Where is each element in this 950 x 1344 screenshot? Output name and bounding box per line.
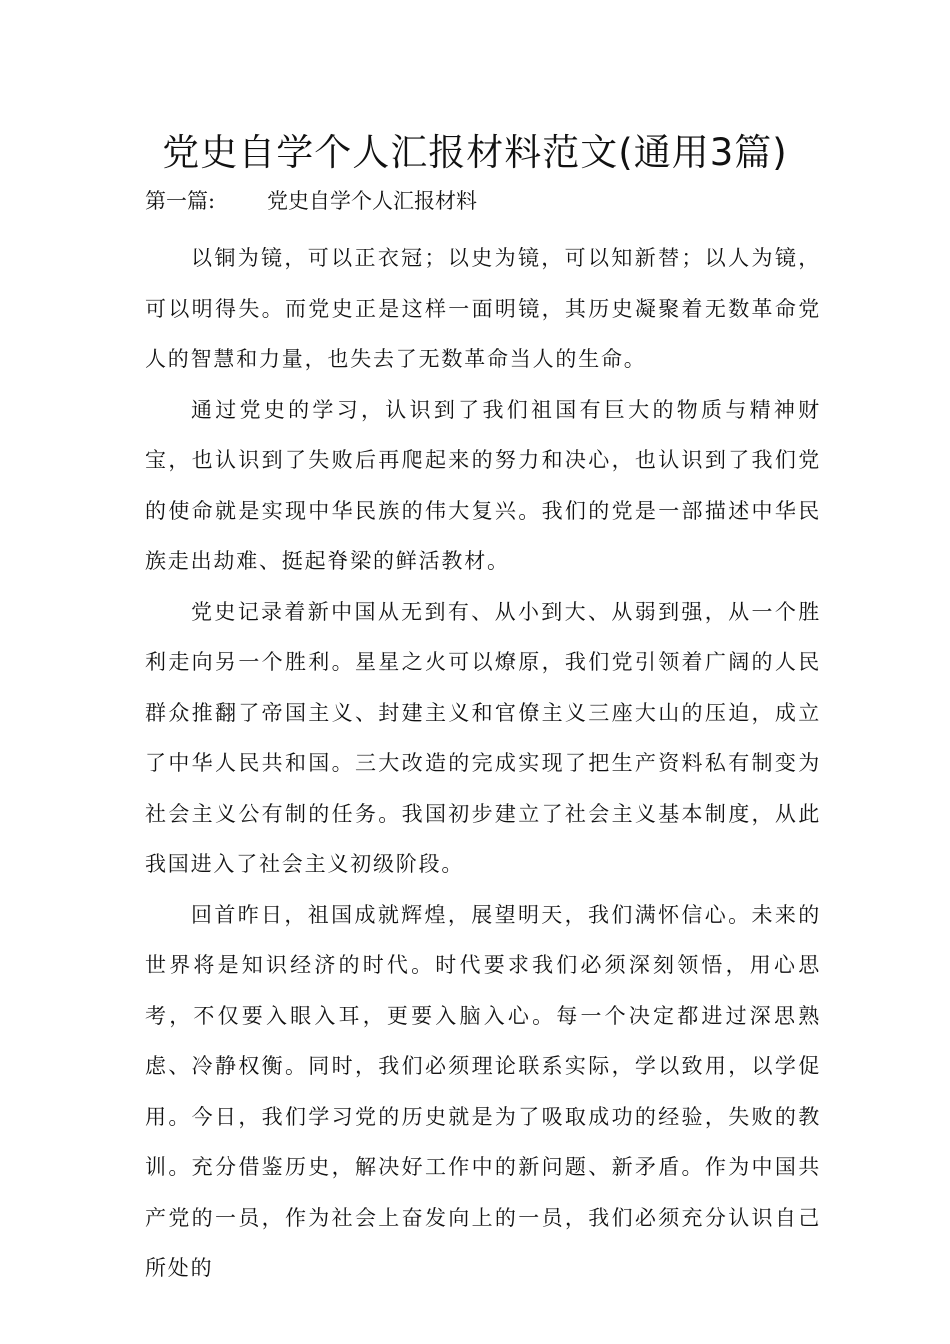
document-title: 党史自学个人汇报材料范文(通用3篇)	[162, 131, 788, 174]
document-body	[145, 233, 821, 1294]
paragraph-1: 以铜为镜，可以正衣冠；以史为镜，可以知新替；以人为镜，可以明得失。而党史正是这样一面明镜，其历史凝聚着无数革命党人的智慧和力量，也失去了无数革命当人的生命。	[145, 246, 821, 371]
section-title: 党史自学个人汇报材料	[267, 189, 477, 213]
section-label: 第一篇:	[145, 189, 216, 213]
paragraph-4: 回首昨日，祖国成就辉煌，展望明天，我们满怀信心。未来的世界将是知识经济的时代。时代要求我们必须深刻领悟，用心思考，不仅要入眼入耳，更要入脑入心。每一个决定都进过深思熟虑、冷静权衡。同时，我们必须理论联系实际，学以致用，以学促用。今日，我们学习党的历史就是为了吸取成功的经验，失败的教训。充分借鉴历史，解决好工作中的新问题、新矛盾。作为中国共产党的一员，作为社会上奋发向上的一员，我们必须充分认识自己所处的	[145, 902, 821, 1280]
paragraph-2: 通过党史的学习，认识到了我们祖国有巨大的物质与精神财宝，也认识到了失败后再爬起来的努力和决心，也认识到了我们党的使命就是实现中华民族的伟大复兴。我们的党是一部描述中华民族走出劫难、挺起脊梁的鲜活教材。	[145, 397, 821, 573]
section-heading	[145, 186, 845, 216]
paragraph-3: 党史记录着新中国从无到有、从小到大、从弱到强，从一个胜利走向另一个胜利。星星之火可以燎原，我们党引领着广阔的人民群众推翻了帝国主义、封建主义和官僚主义三座大山的压迫，成立了中华人民共和国。三大改造的完成实现了把生产资料私有制变为社会主义公有制的任务。我国初步建立了社会主义基本制度，从此我国进入了社会主义初级阶段。	[145, 599, 821, 876]
